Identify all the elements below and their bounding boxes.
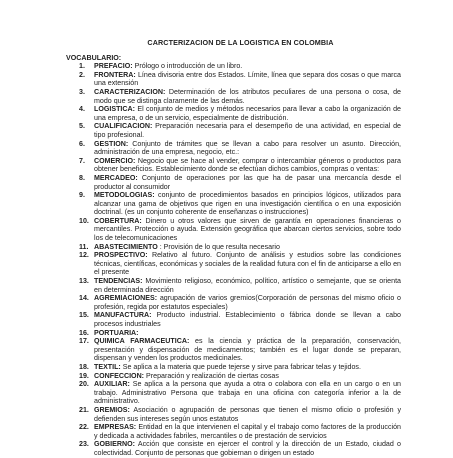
item-term: LOGISTICA: <box>94 105 135 114</box>
item-term: PROSPECTIVO: <box>94 251 148 260</box>
vocabulary-item <box>66 105 401 122</box>
item-term: EMPRESAS: <box>94 423 137 432</box>
item-definition: Conjunto de operaciones por las que ha de pasar una mercancía desde el productor al consumidor <box>94 173 401 191</box>
item-term: CUALIFICACION: <box>94 122 153 131</box>
item-number: 21. <box>79 405 89 414</box>
vocabulary-item <box>66 251 401 277</box>
vocabulary-item <box>66 243 401 252</box>
item-term: MERCADEO: <box>94 173 138 182</box>
item-number: 17. <box>79 337 89 346</box>
item-term: CONFECCION: <box>94 371 145 380</box>
item-number: 19. <box>79 371 89 380</box>
item-definition: Preparación necesaria para el desempeño de una actividad, en especial de tipo profesional. <box>94 122 401 139</box>
item-definition: Prólogo o introducción de un libro. <box>132 62 243 71</box>
item-number: 22. <box>79 423 89 432</box>
item-number: 15. <box>79 311 89 320</box>
item-definition: Dinero u otros valores que sirven de garantía en operaciones financieras o mercantiles. Protección o ayuda. Extensión geográfica que abarcan ciertos servicios, sobre todo los de telecomunicaciones <box>94 216 401 243</box>
item-number: 1. <box>79 62 85 71</box>
item-number: 11. <box>79 242 89 251</box>
item-term: FRONTERA: <box>94 70 136 79</box>
item-definition: Se aplica a la materia que puede tejerse y sirve para fabricar telas y tejidos. <box>120 362 361 371</box>
item-definition: Acción que consiste en ejercer el control y la dirección de un Estado, ciudad o colectividad. Conjunto de personas que gobiernan o dirigen un estado <box>94 440 401 457</box>
item-number: 5. <box>79 122 85 131</box>
vocabulary-item <box>66 140 401 157</box>
item-number: 6. <box>79 139 85 148</box>
item-number: 20. <box>79 380 89 389</box>
item-definition: es la ciencia y práctica de la preparación, conservación, presentación y dispensación de medicamentos; también es el lugar donde se preparan, dispensan y venden los productos medicinales. <box>94 337 401 363</box>
item-definition: Conjunto de trámites que se llevan a cabo para resolver un asunto. Dirección, administración de una empresa, negocio, etc.: <box>94 139 401 157</box>
item-definition: conjunto de procedimientos basados en principios lógicos, utilizados para alcanzar una gama de objetivos que rigen en una investigación científica o en una exposición doctrinal. (es un conjunto coherente de enseñanzas o instrucciones) <box>94 191 401 217</box>
item-term: GESTION: <box>94 139 129 148</box>
vocabulary-item <box>66 294 401 311</box>
item-term: GREMIOS: <box>94 405 130 414</box>
item-number: 2. <box>79 70 85 79</box>
vocabulary-list <box>66 62 401 457</box>
section-heading: VOCABULARIO: <box>66 53 122 62</box>
item-number: 10. <box>79 216 89 225</box>
item-term: AUXILIAR: <box>94 380 130 389</box>
vocabulary-item <box>66 329 401 338</box>
item-number: 12. <box>79 251 89 260</box>
item-term: GOBIERNO: <box>94 440 135 449</box>
item-definition: Entidad en la que intervienen el capital y el trabajo como factores de la producción y dedicada a actividades fabriles, mercantiles o de prestación de servicios <box>94 423 401 440</box>
item-term: TENDENCIAS: <box>94 277 143 286</box>
vocabulary-item <box>66 311 401 328</box>
item-definition: Relativo al futuro. Conjunto de análisis y estudios sobre las condiciones técnicas, científicas, económicas y sociales de la realidad futura con el fin de anticiparse a ello en el presente <box>94 251 401 277</box>
vocabulary-item <box>66 191 401 217</box>
item-definition: Preparación y realización de ciertas cosas <box>144 371 279 380</box>
item-number: 3. <box>79 87 85 96</box>
item-number: 7. <box>79 156 85 165</box>
vocabulary-item <box>66 380 401 406</box>
item-definition: Producto industrial. Establecimiento o fábrica donde se llevan a cabo procesos industriales <box>94 311 401 328</box>
item-number: 9. <box>79 191 85 200</box>
item-term: METODOLOGIAS: <box>94 191 155 200</box>
item-definition: agrupación de varios gremios(Corporación de personas del mismo oficio o profesión, regida por estatutos especiales) <box>94 294 401 311</box>
vocabulary-item <box>66 277 401 294</box>
item-number: 18. <box>79 362 89 371</box>
item-term: PREFACIO: <box>94 62 133 71</box>
vocabulary-item <box>66 372 401 381</box>
vocabulary-item <box>66 62 401 71</box>
vocabulary-item <box>66 157 401 174</box>
item-number: 13. <box>79 277 89 286</box>
item-number: 23. <box>79 440 89 449</box>
item-number: 8. <box>79 173 85 182</box>
vocabulary-item <box>66 71 401 88</box>
document-title: CARCTERIZACION DE LA LOGISTICA EN COLOMBIA <box>147 38 334 47</box>
item-definition: Asociación o agrupación de personas que tienen el mismo oficio o profesión y defienden sus intereses según unos estatutos <box>94 405 401 423</box>
vocabulary-item <box>66 88 401 105</box>
item-definition: Determinación de los atributos peculiares de una persona o cosa, de modo que se distinga claramente de las demás. <box>94 87 401 105</box>
item-definition: Se aplica a la persona que ayuda a otra o colabora con ella en un cargo o en un trabajo. Administrativo Persona que trabaja en una oficina con categoría inferior a la de administrativo. <box>94 380 401 406</box>
vocabulary-item <box>66 440 401 457</box>
item-term: MANUFACTURA: <box>94 311 152 320</box>
item-term: TEXTIL: <box>94 362 121 371</box>
vocabulary-item <box>66 337 401 363</box>
item-number: 4. <box>79 105 85 114</box>
item-definition: Movimiento religioso, económico, político, artístico o semejante, que se orienta en determinada dirección <box>94 277 401 294</box>
item-term: QUIMICA FARMACEUTICA: <box>94 337 190 346</box>
vocabulary-item <box>66 174 401 191</box>
item-term: CARACTERIZACION: <box>94 87 166 96</box>
item-term: COMERCIO: <box>94 156 136 165</box>
item-term: COBERTURA: <box>94 216 142 225</box>
vocabulary-item <box>66 122 401 139</box>
vocabulary-item <box>66 423 401 440</box>
item-definition: Línea divisoria entre dos Estados. Límite, línea que separa dos cosas o que marca una extensión <box>94 70 401 88</box>
item-definition: : Provisión de lo que resulta necesario <box>157 242 280 251</box>
item-definition: El conjunto de medios y métodos necesarios para llevar a cabo la organización de una empresa, o de un servicio, especialmente de distribución. <box>94 105 401 122</box>
vocabulary-item <box>66 363 401 372</box>
vocabulary-item <box>66 217 401 243</box>
item-number: 14. <box>79 294 89 303</box>
item-term: PORTUARIA: <box>94 328 139 337</box>
item-definition: Negocio que se hace al vender, comprar o intercambiar géneros o productos para obtener beneficios. Establecimiento donde se efectúan dichos cambios, compras o ventas: <box>94 156 401 174</box>
vocabulary-item <box>66 406 401 423</box>
item-term: AGREMIACIONES: <box>94 294 158 303</box>
item-number: 16. <box>79 328 89 337</box>
item-term: ABASTECIMIENTO <box>94 242 158 251</box>
